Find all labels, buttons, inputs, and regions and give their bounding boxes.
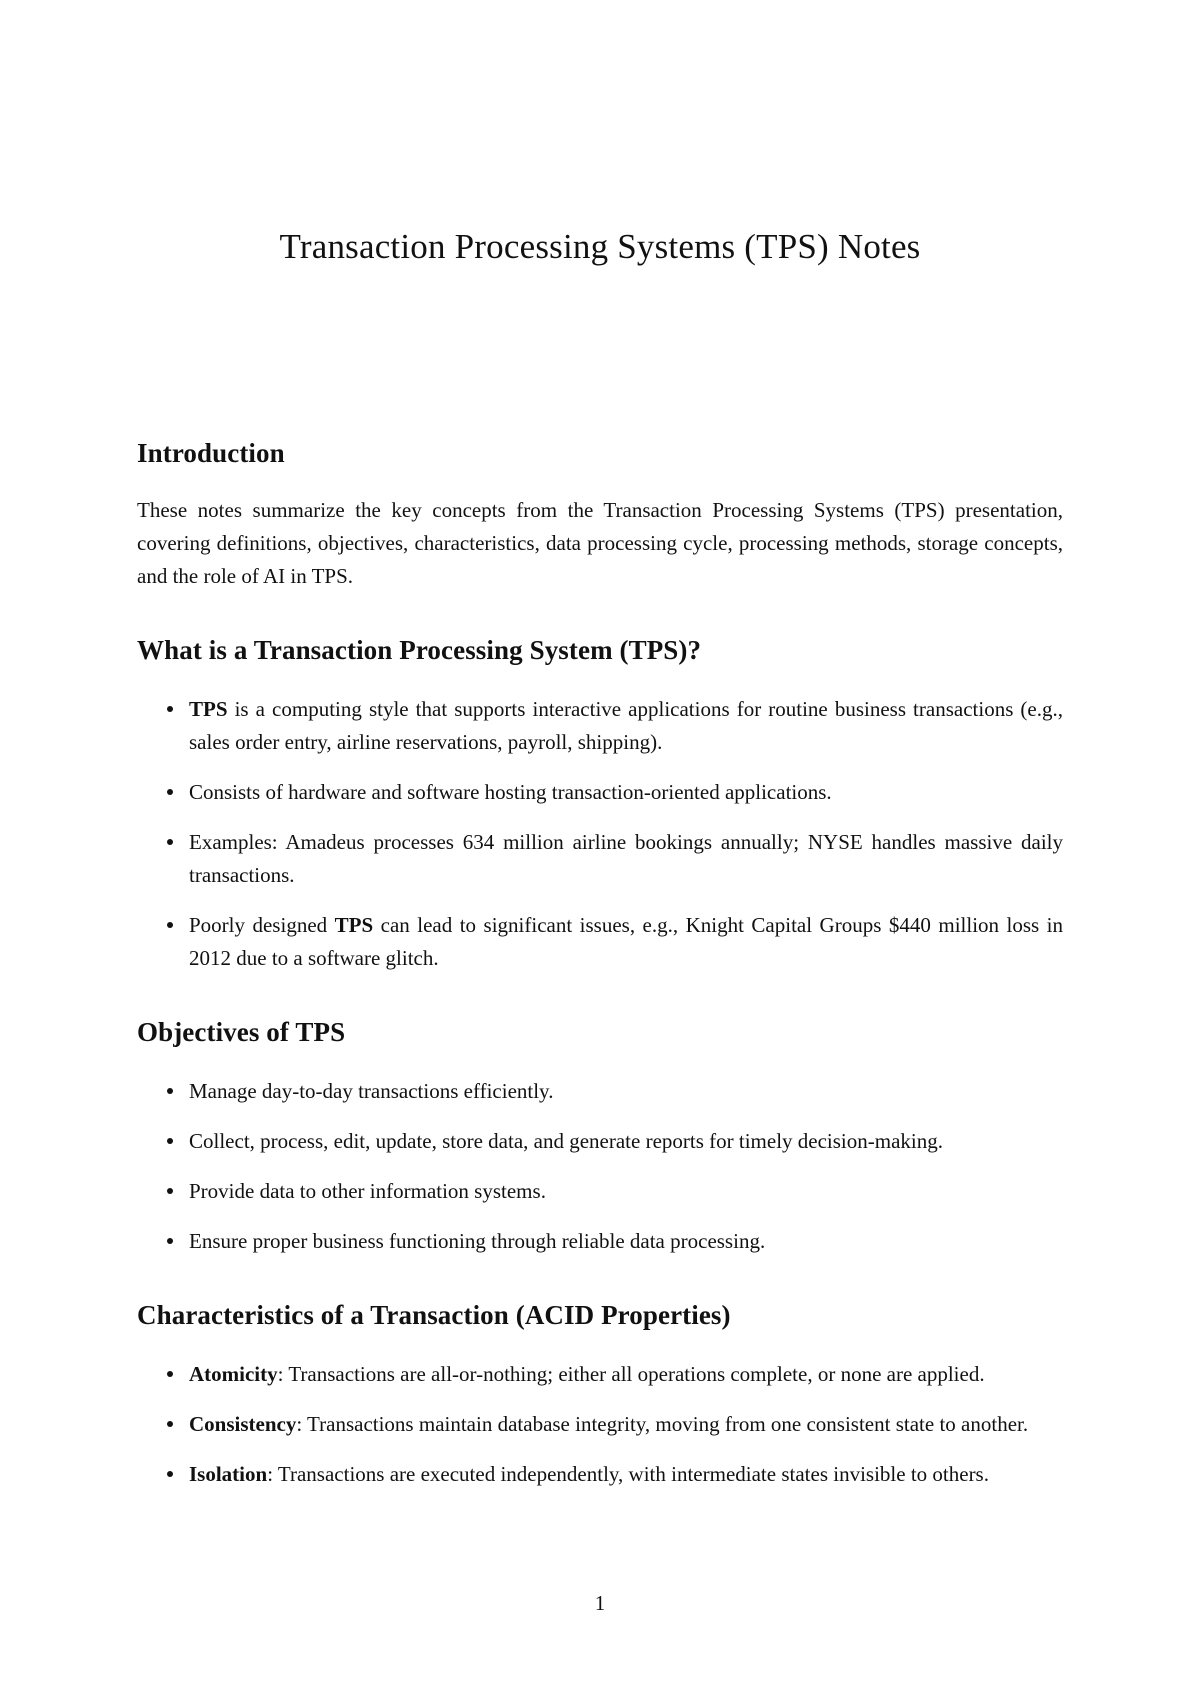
list-item [137, 1358, 1063, 1391]
section-heading: What is a Transaction Processing System (TPS)? [137, 635, 702, 665]
list-item [137, 1225, 1063, 1258]
text-segment: : Transactions maintain database integrity, moving from one consistent state to another. [296, 1412, 1029, 1436]
list-item-text [189, 697, 1063, 754]
list-item-text [189, 1229, 765, 1253]
paragraph: These notes summarize the key concepts from the Transaction Processing Systems (TPS) presentation, covering definitions, objectives, characteristics, data processing cycle, processing methods, storage concepts, and the role of AI in TPS. [137, 498, 1063, 588]
list-item [137, 1458, 1063, 1491]
section [137, 1015, 1063, 1258]
text-segment: : Transactions are all-or-nothing; either all operations complete, or none are applied. [277, 1362, 985, 1386]
bullet-icon [167, 1371, 173, 1377]
document-title: Transaction Processing Systems (TPS) Notes [279, 227, 921, 266]
list-item [137, 909, 1063, 975]
text-segment: Examples: Amadeus processes 634 million airline bookings annually; NYSE handles massive daily transactions. [189, 830, 1063, 887]
text-segment: can lead to significant issues, e.g., Knight Capital Groups $440 million loss in 2012 due to a software glitch. [189, 913, 1064, 970]
bullet-icon [167, 839, 173, 845]
bullet-list [137, 1075, 1063, 1258]
section [137, 1298, 1063, 1491]
list-item [137, 826, 1063, 892]
section [137, 436, 1063, 593]
list-item-text [189, 1179, 546, 1203]
sections [137, 436, 1063, 1491]
list-item [137, 1075, 1063, 1108]
list-item-text [189, 913, 1063, 970]
bold-term: Isolation [189, 1462, 268, 1486]
list-item-text [189, 1362, 985, 1386]
list-item-text [189, 1079, 553, 1103]
bold-term: TPS [334, 913, 374, 937]
bullet-icon [167, 1471, 173, 1477]
list-item-text [189, 780, 832, 804]
section [137, 633, 1063, 975]
bullet-icon [167, 1238, 173, 1244]
list-item-text [189, 830, 1063, 887]
bold-term: Atomicity [189, 1362, 278, 1386]
list-item [137, 1125, 1063, 1158]
text-segment: Provide data to other information systems. [189, 1179, 546, 1203]
bullet-icon [167, 1088, 173, 1094]
bullet-icon [167, 1421, 173, 1427]
text-segment: Poorly designed [189, 913, 335, 937]
page-number: 1 [594, 1591, 606, 1615]
bold-term: TPS [189, 697, 228, 721]
text-segment: : Transactions are executed independently, with intermediate states invisible to others. [267, 1462, 989, 1486]
text-segment: Manage day-to-day transactions efficiently. [189, 1079, 554, 1103]
section-heading: Objectives of TPS [137, 1017, 346, 1047]
section-heading: Introduction [137, 438, 285, 468]
bullet-icon [167, 1138, 173, 1144]
text-segment: is a computing style that supports interactive applications for routine business transactions (e.g., sales order entry, airline reservations, payroll, shipping). [189, 697, 1063, 754]
bullet-icon [167, 1188, 173, 1194]
bold-term: Consistency [189, 1412, 297, 1436]
list-item [137, 693, 1063, 759]
bullet-list [137, 1358, 1063, 1491]
text-segment: Ensure proper business functioning through reliable data processing. [189, 1229, 766, 1253]
list-item [137, 1408, 1063, 1441]
bullet-icon [167, 706, 173, 712]
text-segment: Collect, process, edit, update, store data, and generate reports for timely decision-making. [189, 1129, 944, 1153]
list-item [137, 776, 1063, 809]
bullet-icon [167, 789, 173, 795]
list-item [137, 1175, 1063, 1208]
text-segment: Consists of hardware and software hosting transaction-oriented applications. [189, 780, 832, 804]
bullet-list [137, 693, 1063, 975]
section-heading: Characteristics of a Transaction (ACID Properties) [137, 1300, 731, 1330]
list-item-text [189, 1462, 989, 1486]
bullet-icon [167, 922, 173, 928]
list-item-text [189, 1412, 1028, 1436]
list-item-text [189, 1129, 943, 1153]
